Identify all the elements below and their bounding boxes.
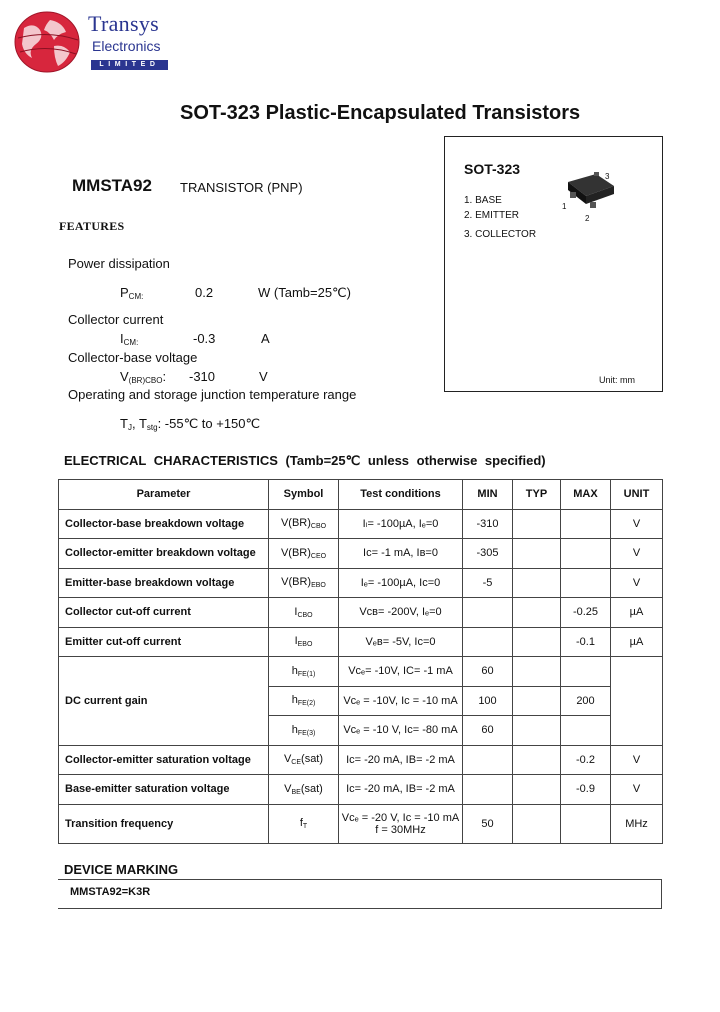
row-typ bbox=[513, 804, 561, 843]
row-unit: MHz bbox=[611, 804, 663, 843]
header-max: MAX bbox=[561, 480, 611, 510]
row-test-conditions: Ic= -20 mA, IB= -2 mA bbox=[339, 745, 463, 775]
row-min bbox=[463, 745, 513, 775]
row-max bbox=[561, 657, 611, 687]
brand-limited: LIMITED bbox=[91, 60, 168, 70]
icm-symbol bbox=[120, 331, 138, 347]
pcm-letter: P bbox=[120, 285, 129, 300]
package-title: SOT-323 bbox=[464, 161, 521, 177]
row-min: -5 bbox=[463, 568, 513, 598]
row-unit: µA bbox=[611, 598, 663, 628]
row-max bbox=[561, 509, 611, 539]
table-header-row bbox=[59, 480, 663, 510]
symbol-main: V(BR) bbox=[280, 546, 311, 559]
tj-subscript: J bbox=[127, 423, 132, 432]
symbol-suffix: (sat) bbox=[300, 782, 323, 795]
row-max bbox=[561, 716, 611, 746]
vcbo-unit: V bbox=[259, 369, 268, 384]
vcbo-subscript: (BR)CBO bbox=[128, 376, 163, 385]
pin-1-label: 1. BASE bbox=[464, 195, 502, 206]
pcm-unit: W (Tamb=25℃) bbox=[258, 285, 351, 300]
row-test-conditions: Vᴄʙ= -200V, Iₑ=0 bbox=[339, 598, 463, 628]
row-parameter: Emitter cut-off current bbox=[59, 627, 269, 657]
pin-number-3: 3 bbox=[605, 172, 610, 181]
row-test-conditions: Iₗ= -100µA, Iₑ=0 bbox=[339, 509, 463, 539]
row-symbol bbox=[269, 627, 339, 657]
row-max: -0.1 bbox=[561, 627, 611, 657]
pcm-symbol bbox=[120, 285, 143, 301]
package-unit: Unit: mm bbox=[599, 375, 635, 385]
row-symbol bbox=[269, 568, 339, 598]
icm-unit: A bbox=[261, 331, 270, 346]
part-description: TRANSISTOR (PNP) bbox=[180, 180, 303, 195]
table-row bbox=[59, 568, 663, 598]
row-parameter: Collector-base breakdown voltage bbox=[59, 509, 269, 539]
device-marking-title: DEVICE MARKING bbox=[64, 862, 179, 877]
row-max bbox=[561, 539, 611, 569]
row-parameter: Transition frequency bbox=[59, 804, 269, 843]
row-unit: V bbox=[611, 539, 663, 569]
electrical-characteristics-title: ELECTRICAL CHARACTERISTICS (Tamb=25℃ unless otherwise specified) bbox=[64, 453, 546, 468]
row-min: 100 bbox=[463, 686, 513, 716]
row-unit: V bbox=[611, 775, 663, 805]
symbol-main: V bbox=[284, 782, 292, 795]
symbol-subscript: CBO bbox=[297, 611, 313, 619]
row-typ bbox=[513, 627, 561, 657]
tstg-letter: , T bbox=[131, 416, 147, 431]
table-row bbox=[59, 539, 663, 569]
row-symbol bbox=[269, 775, 339, 805]
tj-letter: T bbox=[120, 416, 128, 431]
row-symbol bbox=[269, 716, 339, 746]
header-test-conditions: Test conditions bbox=[339, 480, 463, 510]
icm-letter: I bbox=[120, 331, 124, 346]
row-typ bbox=[513, 745, 561, 775]
row-max: -0.9 bbox=[561, 775, 611, 805]
row-typ bbox=[513, 509, 561, 539]
symbol-main: h bbox=[291, 694, 298, 707]
row-max bbox=[561, 804, 611, 843]
row-min: -305 bbox=[463, 539, 513, 569]
device-marking-value: MMSTA92=K3R bbox=[70, 886, 151, 898]
symbol-main: V bbox=[283, 753, 292, 766]
row-symbol bbox=[269, 539, 339, 569]
brand-name: Transys bbox=[88, 11, 159, 36]
icm-value: -0.3 bbox=[193, 331, 216, 346]
temperature-range-value: : -55℃ to +150℃ bbox=[157, 416, 261, 431]
vcbo-label: Collector-base voltage bbox=[68, 350, 198, 365]
table-row bbox=[59, 509, 663, 539]
tstg-subscript: stg bbox=[146, 423, 158, 432]
test-condition-line2: f = 30MHz bbox=[375, 823, 426, 836]
symbol-main: h bbox=[291, 664, 298, 677]
row-parameter: Collector cut-off current bbox=[59, 598, 269, 628]
document-title: SOT-323 Plastic-Encapsulated Transistors bbox=[180, 102, 581, 124]
row-test-conditions: Ic= -1 mA, Iʙ=0 bbox=[339, 539, 463, 569]
header-parameter: Parameter bbox=[59, 480, 269, 510]
row-typ bbox=[513, 568, 561, 598]
pin-number-2: 2 bbox=[585, 214, 590, 223]
symbol-subscript: BE bbox=[291, 788, 301, 796]
pin-number-1: 1 bbox=[562, 202, 567, 211]
symbol-subscript: EBO bbox=[311, 582, 326, 590]
symbol-main: h bbox=[291, 723, 298, 736]
features-heading: FEATURES bbox=[59, 219, 125, 233]
pin-2-label: 2. EMITTER bbox=[464, 210, 520, 221]
electrical-characteristics-table bbox=[58, 479, 663, 844]
vcbo-symbol bbox=[120, 369, 166, 385]
row-typ bbox=[513, 716, 561, 746]
row-parameter: Collector-emitter saturation voltage bbox=[59, 745, 269, 775]
row-parameter: Emitter-base breakdown voltage bbox=[59, 568, 269, 598]
symbol-main: I bbox=[294, 635, 298, 648]
row-unit: V bbox=[611, 568, 663, 598]
collector-current-label: Collector current bbox=[68, 312, 164, 327]
row-symbol bbox=[269, 745, 339, 775]
table-row bbox=[59, 657, 663, 687]
header-unit: UNIT bbox=[611, 480, 663, 510]
table-row bbox=[59, 598, 663, 628]
header-typ: TYP bbox=[513, 480, 561, 510]
icm-subscript: CM: bbox=[123, 338, 139, 347]
row-symbol bbox=[269, 509, 339, 539]
row-test-conditions: Vᴄₑ = -10 V, Ic= -80 mA bbox=[339, 716, 463, 746]
row-min: 60 bbox=[463, 657, 513, 687]
row-max: -0.2 bbox=[561, 745, 611, 775]
brand-subtitle: Electronics bbox=[92, 38, 161, 54]
test-condition-line1: Vᴄₑ = -20 V, Ic = -10 mA bbox=[341, 811, 460, 824]
symbol-main: V(BR) bbox=[280, 517, 311, 530]
row-min bbox=[463, 598, 513, 628]
vcbo-letter: V bbox=[120, 369, 129, 384]
row-unit: V bbox=[611, 745, 663, 775]
row-min bbox=[463, 627, 513, 657]
symbol-main: f bbox=[299, 817, 303, 829]
row-typ bbox=[513, 598, 561, 628]
row-min: -310 bbox=[463, 509, 513, 539]
row-max bbox=[561, 568, 611, 598]
company-logo-globe-icon bbox=[14, 10, 82, 74]
vcbo-colon: : bbox=[162, 369, 167, 384]
power-dissipation-label: Power dissipation bbox=[68, 256, 170, 271]
symbol-suffix: (sat) bbox=[301, 753, 324, 766]
vcbo-value: -310 bbox=[189, 369, 216, 384]
row-parameter: Collector-emitter breakdown voltage bbox=[59, 539, 269, 569]
symbol-subscript: FE(3) bbox=[297, 729, 316, 737]
tj-tstg-value bbox=[120, 416, 260, 432]
row-symbol bbox=[269, 804, 339, 843]
table-row bbox=[59, 804, 663, 843]
row-typ bbox=[513, 657, 561, 687]
table-row bbox=[59, 745, 663, 775]
part-number: MMSTA92 bbox=[72, 176, 152, 195]
pcm-value: 0.2 bbox=[195, 285, 214, 300]
row-min bbox=[463, 775, 513, 805]
table-row bbox=[59, 627, 663, 657]
row-unit bbox=[611, 657, 663, 746]
temperature-range-label: Operating and storage junction temperature range bbox=[68, 387, 357, 402]
symbol-subscript: T bbox=[302, 823, 308, 830]
table-row bbox=[59, 775, 663, 805]
row-test-conditions bbox=[339, 804, 463, 843]
row-parameter: Base-emitter saturation voltage bbox=[59, 775, 269, 805]
row-symbol bbox=[269, 686, 339, 716]
row-unit: µA bbox=[611, 627, 663, 657]
row-test-conditions: Vᴄₑ = -10V, Ic = -10 mA bbox=[339, 686, 463, 716]
row-min: 50 bbox=[463, 804, 513, 843]
row-symbol bbox=[269, 657, 339, 687]
symbol-main: V(BR) bbox=[281, 576, 312, 589]
row-unit: V bbox=[611, 509, 663, 539]
row-min: 60 bbox=[463, 716, 513, 746]
symbol-subscript: CBO bbox=[310, 523, 327, 531]
row-test-conditions: Iₑ= -100µA, Ic=0 bbox=[339, 568, 463, 598]
symbol-subscript: EBO bbox=[297, 641, 313, 649]
row-test-conditions: Vₑʙ= -5V, Ic=0 bbox=[339, 627, 463, 657]
pin-3-label: 3. COLLECTOR bbox=[464, 229, 537, 240]
row-test-conditions: Ic= -20 mA, IB= -2 mA bbox=[339, 775, 463, 805]
row-symbol bbox=[269, 598, 339, 628]
symbol-subscript: FE(2) bbox=[297, 700, 316, 708]
symbol-subscript: FE(1) bbox=[297, 670, 316, 678]
row-typ bbox=[513, 539, 561, 569]
symbol-subscript: CEO bbox=[310, 552, 327, 560]
row-max: 200 bbox=[561, 686, 611, 716]
row-typ bbox=[513, 775, 561, 805]
symbol-main: I bbox=[294, 605, 298, 618]
symbol-subscript: CE bbox=[291, 759, 302, 767]
row-max: -0.25 bbox=[561, 598, 611, 628]
pcm-subscript: CM: bbox=[128, 292, 144, 301]
row-parameter: DC current gain bbox=[59, 657, 269, 746]
row-typ bbox=[513, 686, 561, 716]
row-test-conditions: Vᴄₑ= -10V, IC= -1 mA bbox=[339, 657, 463, 687]
header-min: MIN bbox=[463, 480, 513, 510]
header-symbol: Symbol bbox=[269, 480, 339, 510]
